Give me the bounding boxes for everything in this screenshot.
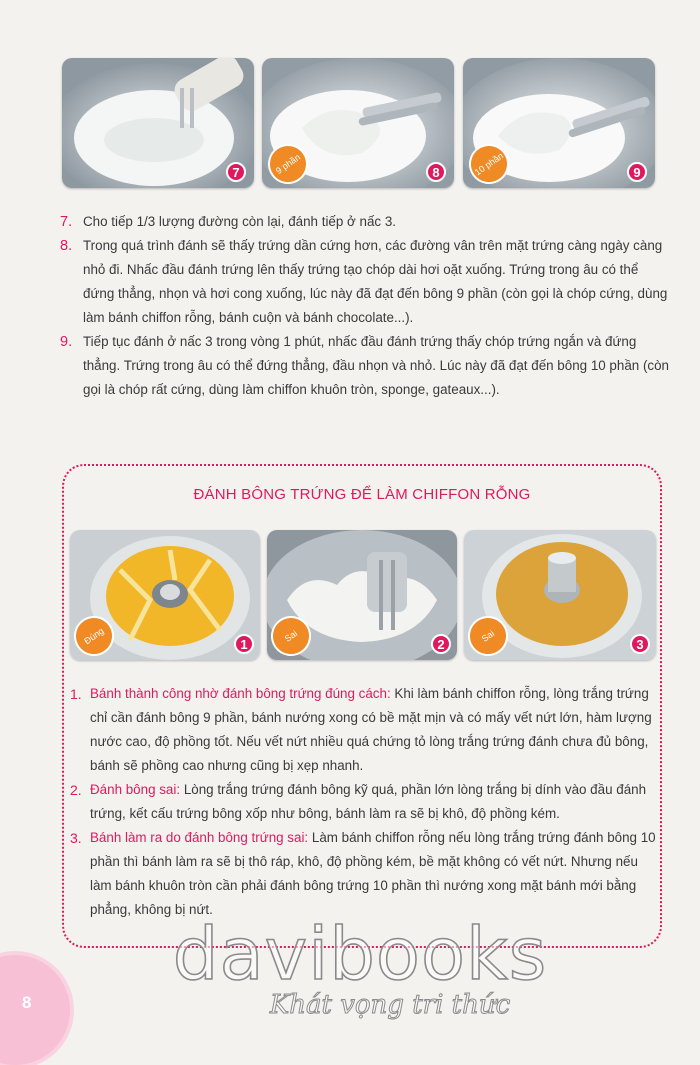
- note-number: 3.: [70, 830, 82, 846]
- wrong-tag: Sai: [464, 608, 516, 660]
- result-number-badge: 1: [234, 634, 254, 654]
- step-text: Cho tiếp 1/3 lượng đường còn lại, đánh tiếp ở nấc 3.: [83, 214, 397, 229]
- list-item: [70, 826, 660, 922]
- photo-result-2: [267, 530, 457, 660]
- notes-list: [70, 682, 660, 922]
- note-text: Lòng trắng trứng đánh bông kỹ quá, phần lớn lòng trắng bị dính vào đầu đánh trứng, kết cấu trứng bông xốp như bông, bánh làm ra sẽ bị khô, độ phồng kém.: [90, 782, 647, 821]
- list-item: [70, 778, 660, 826]
- photo-result-3: [464, 530, 656, 660]
- steps-list: [60, 210, 670, 402]
- result-number-badge: 2: [431, 634, 451, 654]
- photo-result-1: [70, 530, 260, 660]
- photo-step-9: [463, 58, 655, 188]
- note-lead: Đánh bông sai:: [90, 782, 181, 797]
- page-number: 8: [22, 993, 32, 1012]
- watermark-slogan: Khát vọng tri thức: [269, 990, 511, 1020]
- note-text: Khi làm bánh chiffon rỗng, lòng trắng trứng chỉ cần đánh bông 9 phần, bánh nướng xong có bề mặt mịn và có mấy vết nứt lớn, hàm lượng nước cao, độ phồng tốt. Nếu vết nứt nhiều quá chứng tỏ lòng trắng trứng đánh chưa đủ bông, bánh sẽ phồng cao nhưng cũng bị xẹp nhanh.: [90, 686, 652, 773]
- tip-box-title: ĐÁNH BÔNG TRỨNG ĐỂ LÀM CHIFFON RỖNG: [193, 486, 531, 503]
- note-number: 2.: [70, 782, 82, 798]
- result-number-badge: 3: [630, 634, 650, 654]
- step-number: 9.: [60, 334, 73, 350]
- step-text: Tiếp tục đánh ở nấc 3 trong vòng 1 phút, nhấc đầu đánh trứng thấy chóp trứng ngắn và đứng thẳng. Trứng trong âu có thể đứng thẳng, đầu nhọn và nhỏ. Lúc này đã đạt đến bông 10 phần (còn gọi là chóp rất cứng, dùng làm chiffon khuôn tròn, sponge, gateaux...).: [83, 334, 669, 397]
- correct-tag: Đúng: [70, 608, 122, 660]
- note-number: 1.: [70, 686, 82, 702]
- note-text: Làm bánh chiffon rỗng nếu lòng trắng trứng đánh bông 10 phần thì bánh làm ra sẽ bị thô ráp, khô, độ phồng kém, bề mặt không có vết nứt. Nhưng nếu làm bánh khuôn tròn cần phải đánh bông trứng 10 phần thì nướng xong mặt bánh mới bằng phẳng, không bị nứt.: [90, 830, 656, 917]
- step-number-badge: 8: [426, 162, 446, 182]
- list-item: [70, 682, 660, 778]
- photo-step-7: [62, 58, 254, 188]
- photo-step-8: [262, 58, 454, 188]
- step-text: Trong quá trình đánh sẽ thấy trứng dần cứng hơn, các đường vân trên mặt trứng càng ngày càng nhỏ đi. Nhấc đầu đánh trứng lên thấy trứng tạo chóp dài hơi oặt xuống. Trứng trong âu có thể đứng thẳng, nhọn và hơi cong xuống, lúc này đã đạt đến bông 9 phần (còn gọi là chóp cứng, dùng làm bánh chiffon rỗng, bánh cuộn và bánh chocolate...).: [83, 238, 668, 325]
- stiffness-tag: 9 phần: [262, 136, 316, 188]
- page-number-badge: [0, 955, 70, 1065]
- note-lead: Bánh thành công nhờ đánh bông trứng đúng cách:: [90, 686, 391, 701]
- step-number-badge: 7: [226, 162, 246, 182]
- stiffness-tag: 10 phần: [463, 136, 517, 188]
- note-lead: Bánh làm ra do đánh bông trứng sai:: [90, 830, 309, 845]
- step-number-badge: 9: [627, 162, 647, 182]
- step-number: 8.: [60, 238, 73, 254]
- watermark-logo: davibooks: [172, 912, 548, 996]
- list-item: [60, 210, 670, 234]
- step-number: 7.: [60, 214, 73, 230]
- list-item: [60, 234, 670, 330]
- wrong-tag: Sai: [267, 608, 319, 660]
- list-item: [60, 330, 670, 402]
- bowl-with-mixer-image: [62, 58, 254, 188]
